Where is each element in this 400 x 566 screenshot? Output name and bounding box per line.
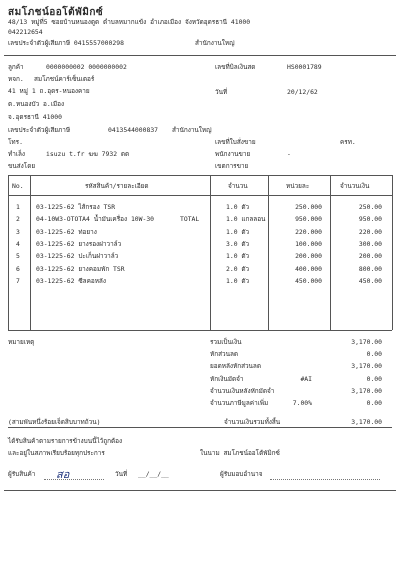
row-unit-price: 950.000	[295, 215, 322, 224]
customer-address-3: จ.อุดรธานี 41000	[8, 113, 62, 121]
vehicle-label: ทำเล็ง	[8, 150, 26, 158]
grand-total-value: 3,170.00	[351, 418, 382, 426]
row-unit-price: 200.000	[295, 252, 322, 261]
doc-no: HS0001789	[287, 63, 322, 71]
customer-name: สมโภชน์คาร์เซ็นเตอร์	[34, 75, 95, 83]
row-quantity: 2.0 ตัว	[226, 264, 250, 273]
row-amount: 800.00	[358, 264, 382, 273]
row-amount: 950.00	[358, 215, 382, 224]
row-quantity: 1.0 ตัว	[226, 276, 250, 285]
company-branch: สำนักงานใหญ่	[195, 39, 235, 47]
col-header-quantity: จำนวน	[228, 182, 248, 190]
customer-branch: สำนักงานใหญ่	[172, 126, 212, 134]
summary-label: จำนวนเงินหลังหักมัดจำ	[210, 386, 275, 395]
divider	[8, 427, 392, 428]
col-header-description: รหัสสินค้า/รายละเอียด	[85, 182, 149, 190]
divider	[4, 55, 396, 56]
customer-code: 0000000002 0000000002	[46, 63, 127, 71]
sales-zone-label: เขตการขาย	[215, 162, 249, 170]
summary-label: หักเงินมัดจำ	[210, 374, 244, 383]
customer-phone-label: โทร.	[8, 138, 23, 146]
row-no: 2	[16, 215, 20, 224]
salesperson-label: พนักงานขาย	[215, 150, 251, 158]
row-unit-price: 250.000	[295, 203, 322, 211]
authorized-signature-line	[270, 479, 380, 480]
company-address: 48/13 หมู่ที่5 ซอยบ้านหนองตูด ตำบลหมากแข้ง อำเภอเมือง จังหวัดอุดรธานี 41000	[8, 18, 251, 26]
row-no: 7	[16, 276, 20, 285]
col-header-unit-price: หน่วยละ	[286, 182, 310, 190]
col-header-amount: จำนวนเงิน	[340, 182, 370, 190]
row-no: 4	[16, 239, 20, 248]
receiver-label: ผู้รับสินค้า	[8, 470, 36, 478]
summary-value: 3,170.00	[351, 338, 382, 346]
row-quantity: 1.0 ตัว	[226, 227, 250, 236]
customer-address-1: 41 หมู่ 1 ถ.อุดร-หนองคาย	[8, 87, 90, 95]
divider	[4, 490, 396, 491]
summary-label: หักส่วนลด	[210, 350, 239, 359]
amount-in-words: (สามพันหนึ่งร้อยเจ็ดสิบบาทถ้วน)	[8, 418, 101, 426]
on-behalf: ในนาม สมโภชน์ออโต้พัมิกซ์	[200, 449, 280, 457]
condition-note: และอยู่ในสภาพเรียบร้อยทุกประการ	[8, 449, 105, 457]
summary-label: จำนวนภาษีมูลค่าเพิ่ม	[210, 399, 269, 407]
summary-value: 3,170.00	[351, 386, 382, 395]
remark-label: หมายเหตุ	[8, 338, 35, 346]
summary-mid: 7.00%	[292, 399, 312, 407]
doc-date: 20/12/62	[287, 88, 318, 96]
receive-date-blank: __/__/__	[138, 470, 169, 478]
summary-label: รวมเป็นเงิน	[210, 338, 242, 346]
order-no-label: เลขที่ใบสั่งขาย	[215, 138, 256, 146]
row-amount: 250.00	[358, 203, 382, 211]
summary-value: 3,170.00	[351, 362, 382, 371]
vehicle-value: isuzu t.fr ฆฆ 7932 ดด	[46, 150, 130, 158]
row-quantity: 1.0 ตัว	[226, 203, 250, 211]
row-unit-price: 450.000	[295, 276, 322, 285]
row-description: 03-1225-62 ซีลคอหลัง	[36, 276, 106, 285]
row-amount: 220.00	[358, 227, 382, 236]
row-quantity: 1.0 ตัว	[226, 252, 250, 261]
salesperson: -	[287, 150, 291, 158]
row-description: 03-1225-62 ไส้กรอง TSR	[36, 203, 116, 211]
grand-total-label: จำนวนเงินรวมทั้งสิ้น	[224, 418, 281, 426]
receiver-signature: สอ	[56, 468, 70, 481]
received-note: ได้รับสินค้าตามรายการข้างบนนี้ไว้ถูกต้อง	[8, 437, 123, 445]
row-description: 03-1225-62 ท่อยาง	[36, 227, 97, 236]
row-no: 3	[16, 227, 20, 236]
customer-name-label: หจก.	[8, 75, 24, 83]
row-unit-price: 400.000	[295, 264, 322, 273]
summary-mid: #AI	[300, 374, 312, 383]
row-no: 5	[16, 252, 20, 261]
row-description: 04-10W3-OTOTA4 น้ำมันเครื่อง 10W-30	[36, 215, 155, 224]
summary-value: 0.00	[366, 374, 382, 383]
receiver-signature-line	[44, 479, 104, 480]
row-no: 6	[16, 264, 20, 273]
row-unit-price: 100.000	[295, 239, 322, 248]
row-quantity: 1.0 แกลลอน	[226, 215, 266, 224]
shipping-label: ขนส่งโดย	[8, 162, 36, 170]
row-quantity: 3.0 ตัว	[226, 239, 250, 248]
row-extra: TOTAL	[180, 215, 200, 224]
customer-tax-label: เลขประจำตัวผู้เสียภาษี	[8, 126, 71, 134]
col-header-no: No.	[12, 182, 24, 190]
doc-no-label: เลขที่บิลเงินสด	[215, 63, 256, 71]
row-description: 03-1225-62 ยางรองฝาวาล์ว	[36, 239, 122, 248]
company-name: สมโภชน์ออโต้พัมิกซ์	[8, 7, 104, 18]
row-amount: 300.00	[358, 239, 382, 248]
row-description: 03-1225-62 ยางคอมพัก TSR	[36, 264, 125, 273]
row-description: 03-1225-62 ปะเก็นฝาวาล์ว	[36, 252, 119, 261]
row-no: 1	[16, 203, 20, 211]
credit-label: ครท.	[340, 138, 356, 146]
company-phone: 042212654	[8, 28, 43, 36]
receive-date-label: วันที่	[115, 470, 128, 478]
customer-address-2: ต.หนองบัว อ.เมือง	[8, 100, 65, 108]
authorized-label: ผู้รับมอบอำนาจ	[220, 470, 263, 478]
row-unit-price: 220.000	[295, 227, 322, 236]
doc-date-label: วันที่	[215, 88, 228, 96]
summary-label: ยอดหลังหักส่วนลด	[210, 362, 261, 371]
row-amount: 200.00	[358, 252, 382, 261]
summary-value: 0.00	[366, 399, 382, 407]
customer-tax-id: 0413544000837	[108, 126, 159, 134]
company-tax-id: เลขประจำตัวผู้เสียภาษี 0415557000298	[8, 39, 124, 47]
customer-code-label: ลูกค้า	[8, 63, 24, 71]
row-amount: 450.00	[358, 276, 382, 285]
summary-value: 0.00	[366, 350, 382, 359]
